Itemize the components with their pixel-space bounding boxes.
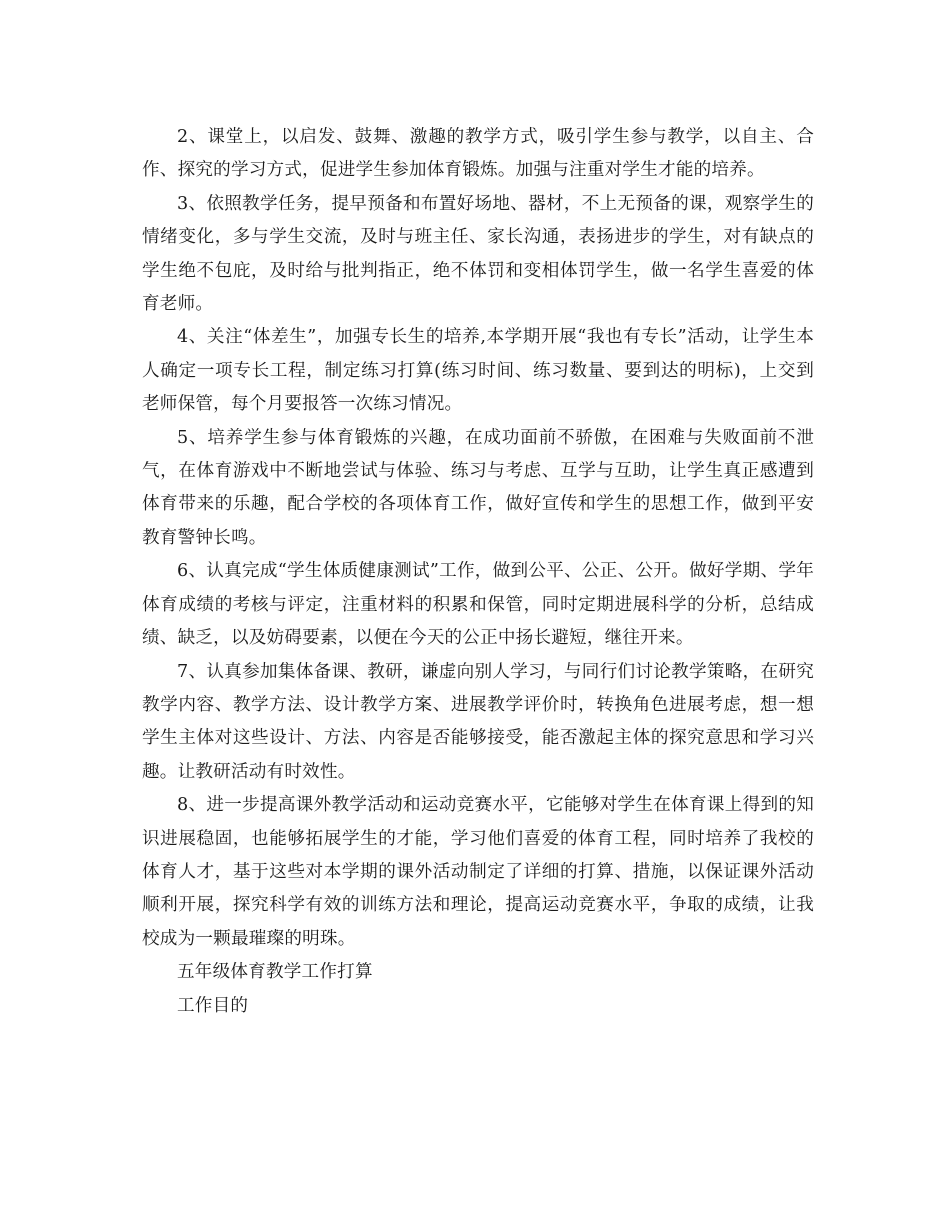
paragraph-6: 6、认真完成“学生体质健康测试”工作，做到公平、公正、公开。做好学期、学年体育成绩的考核与评定，注重材料的积累和保管，同时定期进展科学的分析，总结成绩、缺乏，以及妨碍要素，以便在今天的公正中扬长避短，继往开来。 bbox=[142, 561, 814, 649]
document-body bbox=[142, 121, 814, 1023]
section-heading: 五年级体育教学工作打算 bbox=[177, 962, 373, 983]
paragraph-3: 3、依照教学任务，提早预备和布置好场地、器材，不上无预备的课，观察学生的情绪变化，多与学生交流，及时与班主任、家长沟通，表扬进步的学生，对有缺点的学生绝不包庇，及时给与批判指正，绝不体罚和变相体罚学生，做一名学生喜爱的体育老师。 bbox=[142, 193, 814, 315]
paragraph-2: 2、课堂上，以启发、鼓舞、激趣的教学方式，吸引学生参与教学，以自主、合作、探究的学习方式，促进学生参加体育锻炼。加强与注重对学生才能的培养。 bbox=[142, 127, 814, 181]
paragraph-4: 4、关注“体差生”，加强专长生的培养,本学期开展“我也有专长”活动，让学生本人确定一项专长工程，制定练习打算(练习时间、练习数量、要到达的明标)，上交到老师保管，每个月要报答一次练习情况。 bbox=[142, 327, 814, 415]
paragraph-5: 5、培养学生参与体育锻炼的兴趣，在成功面前不骄傲，在困难与失败面前不泄气，在体育游戏中不断地尝试与体验、练习与考虑、互学与互助，让学生真正感遭到体育带来的乐趣，配合学校的各项体育工作，做好宣传和学生的思想工作，做到平安教育警钟长鸣。 bbox=[142, 427, 814, 548]
paragraph-7: 7、认真参加集体备课、教研，谦虚向别人学习，与同行们讨论教学策略，在研究教学内容、教学方法、设计教学方案、进展教学评价时，转换角色进展考虑，想一想学生主体对这些设计、方法、内容是否能够接受，能否激起主体的探究意思和学习兴趣。让教研活动有时效性。 bbox=[142, 661, 814, 782]
subsection-heading: 工作目的 bbox=[177, 995, 249, 1016]
paragraph-8: 8、进一步提高课外教学活动和运动竞赛水平，它能够对学生在体育课上得到的知识进展稳固，也能够拓展学生的才能，学习他们喜爱的体育工程，同时培养了我校的体育人才，基于这些对本学期的课外活动制定了详细的打算、措施，以保证课外活动顺利开展，探究科学有效的训练方法和理论，提高运动竞赛水平，争取的成绩，让我校成为一颗最璀璨的明珠。 bbox=[142, 795, 814, 949]
